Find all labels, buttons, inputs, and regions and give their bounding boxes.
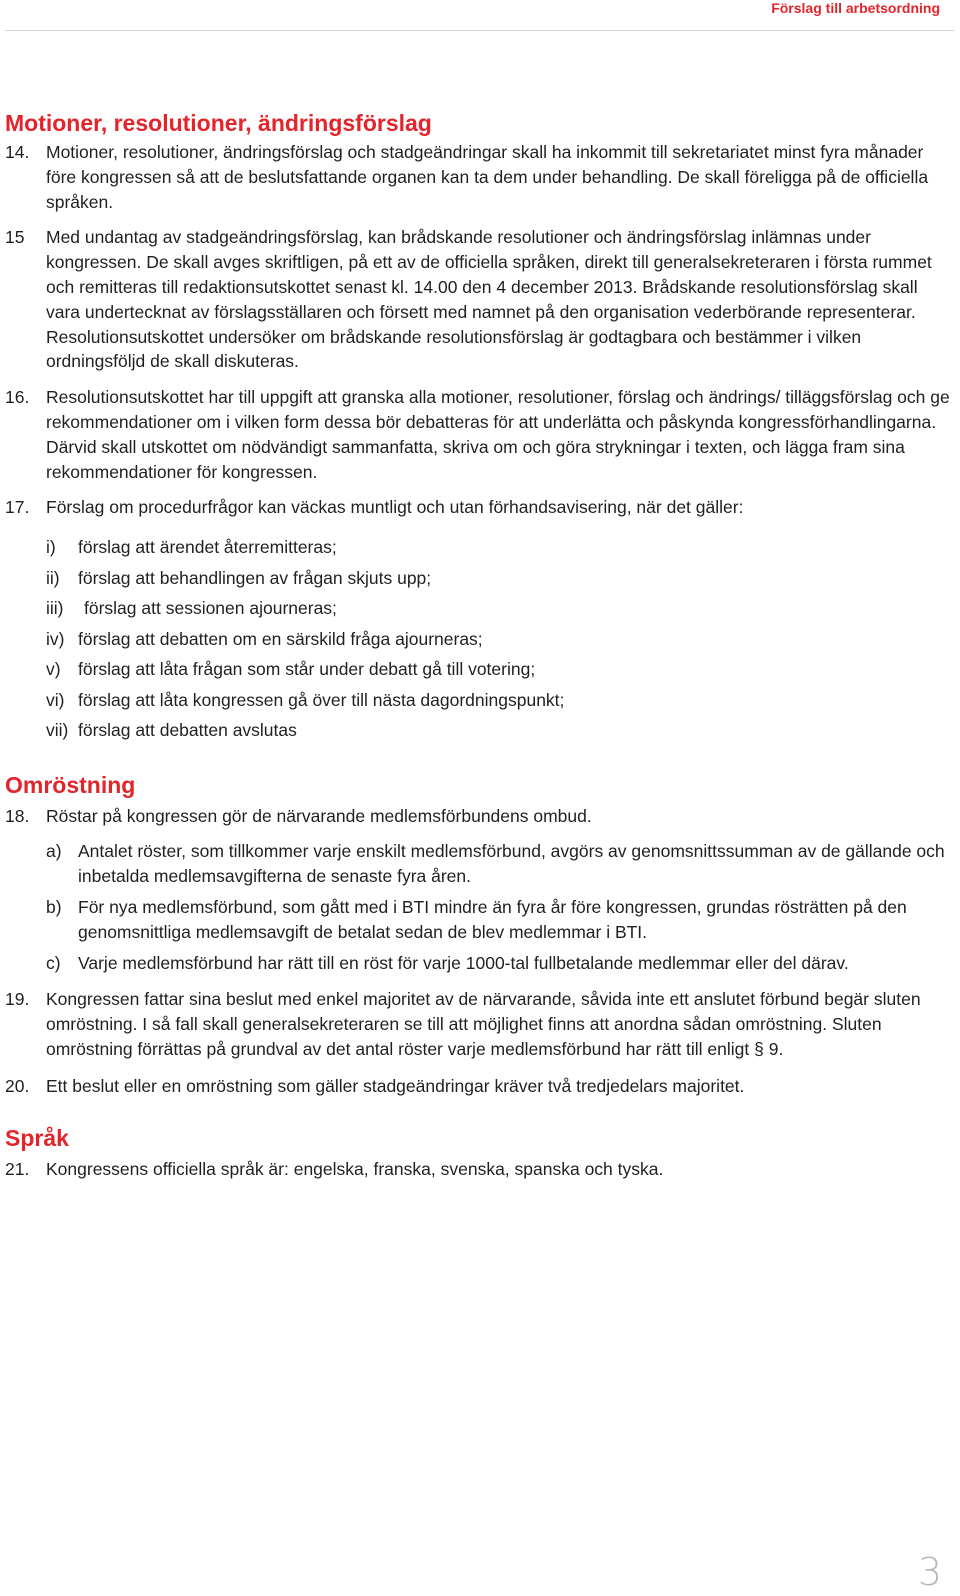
list-item-label: c) bbox=[46, 952, 61, 973]
list-item-label: v) bbox=[46, 659, 61, 680]
section-title-motioner: Motioner, resolutioner, ändringsförslag bbox=[5, 110, 432, 136]
list-item-text: förslag att ärendet återremitteras; bbox=[78, 537, 337, 558]
list-item bbox=[5, 532, 950, 563]
list-item-text: För nya medlemsförbund, som gått med i BTI mindre än fyra år före kongressen, grundas rösträtten på den genomsnittliga medlemsavgift de betalat sedan de blev medlemmar i BTI. bbox=[78, 897, 907, 942]
paragraph-text: Röstar på kongressen gör de närvarande medlemsförbundens ombud. bbox=[46, 805, 592, 826]
section-title-sprak: Språk bbox=[5, 1124, 69, 1151]
paragraph-number: 16. bbox=[5, 387, 30, 408]
list-item-label: iii) bbox=[46, 598, 64, 619]
paragraph-text: Motioner, resolutioner, ändringsförslag och stadgeändringar skall ha inkommit till sekretariatet minst fyra månader före kongressen så att de beslutsfattande organen kan ta dem under behandling. De skall föreligga på de officiella språken. bbox=[46, 142, 929, 212]
paragraph-number: 21. bbox=[5, 1158, 30, 1179]
list-item-text: förslag att debatten avslutas bbox=[78, 720, 297, 741]
list-item-label: b) bbox=[46, 897, 62, 918]
paragraph-text: Kongressens officiella språk är: engelska, franska, svenska, spanska och tyska. bbox=[46, 1158, 664, 1179]
list-item bbox=[5, 951, 950, 976]
list-item bbox=[5, 839, 950, 889]
paragraph-18 bbox=[5, 804, 950, 829]
paragraph-17 bbox=[5, 495, 950, 520]
list-item bbox=[5, 563, 950, 594]
list-item bbox=[5, 593, 950, 624]
paragraph-text: Ett beslut eller en omröstning som gäller stadgeändringar kräver två tredjedelars majoritet. bbox=[46, 1075, 745, 1096]
header-divider bbox=[5, 30, 954, 31]
document-body bbox=[5, 106, 950, 1181]
list-item bbox=[5, 685, 950, 716]
list-item bbox=[5, 624, 950, 655]
procedure-list bbox=[5, 532, 950, 746]
paragraph-19 bbox=[5, 987, 950, 1061]
list-item-label: i) bbox=[46, 537, 56, 558]
paragraph-number: 14. bbox=[5, 142, 30, 162]
paragraph-20 bbox=[5, 1074, 950, 1099]
paragraph-15 bbox=[5, 225, 950, 374]
section-title-omrostning: Omröstning bbox=[5, 771, 136, 798]
list-item-text: förslag att sessionen ajourneras; bbox=[84, 598, 337, 619]
list-item bbox=[5, 654, 950, 685]
running-header: Förslag till arbetsordning bbox=[771, 0, 940, 16]
list-item bbox=[5, 715, 950, 746]
list-item-label: a) bbox=[46, 841, 62, 862]
paragraph-14 bbox=[5, 140, 950, 214]
list-item-label: iv) bbox=[46, 628, 65, 649]
paragraph-number: 18. bbox=[5, 805, 30, 826]
list-item-text: förslag att behandlingen av frågan skjuts upp; bbox=[78, 567, 432, 588]
list-item-label: vi) bbox=[46, 689, 65, 710]
paragraph-number: 20. bbox=[5, 1075, 30, 1096]
list-item-text: förslag att debatten om en särskild fråga ajourneras; bbox=[78, 628, 483, 649]
paragraph-21 bbox=[5, 1157, 950, 1182]
paragraph-text: Resolutionsutskottet har till uppgift att granska alla motioner, resolutioner, förslag och ändrings/ tilläggsförslag och ge rekommendationer om i vilken form dessa bör debatteras för att underlätta och påskynda kongressförhandlingarna. Därvid skall utskottet om nödvändigt sammanfatta, skriva om och göra strykningar i texten, och lägga fram sina rekommendationer för kongressen. bbox=[46, 387, 950, 482]
paragraph-number: 17. bbox=[5, 497, 30, 518]
list-item-text: förslag att låta kongressen gå över till nästa dagordningspunkt; bbox=[78, 689, 565, 710]
paragraph-number: 15 bbox=[5, 227, 25, 248]
list-item-text: Antalet röster, som tillkommer varje enskilt medlemsförbund, avgörs av genomsnittssumman av de gällande och inbetalda medlemsavgifterna de senaste fyra åren. bbox=[78, 841, 945, 887]
paragraph-16 bbox=[5, 385, 950, 484]
paragraph-number: 19. bbox=[5, 989, 30, 1010]
paragraph-text: Förslag om procedurfrågor kan väckas muntligt och utan förhandsavisering, när det gäller: bbox=[46, 497, 744, 518]
paragraph-text: Kongressen fattar sina beslut med enkel majoritet av de närvarande, såvida inte ett anslutet förbund begär sluten omröstning. I så fall skall generalsekreteraren se till att möjlighet finns att anordna sådan omröstning. Sluten omröstning förrättas på grundval av det antal röster varje medlemsförbund har rätt till enligt § 9. bbox=[46, 989, 921, 1060]
list-item-label: ii) bbox=[46, 567, 60, 588]
list-item-label: vii) bbox=[46, 720, 69, 741]
page-number: 3 bbox=[917, 1550, 942, 1594]
list-item-text: Varje medlemsförbund har rätt till en röst för varje 1000-tal fullbetalande medlemmar eller del därav. bbox=[78, 952, 849, 973]
list-item bbox=[5, 895, 950, 945]
paragraph-text: Med undantag av stadgeändringsförslag, kan brådskande resolutioner och ändringsförslag inlämnas under kongressen. De skall avges skriftligen, på ett av de officiella språken, direkt till generalsekreteraren i första rummet och remitteras till redaktionsutskottet senast kl. 14.00 den 4 december 2013. Brådskande resolutionsförslag skall vara undertecknat av förslagsställaren och försett med namnet på den organisation vederbörande representerar. Resolutionsutskottet undersöker om brådskande resolutionsförslag är godtagbara och bestämmer i vilken ordningsföljd de skall diskuteras. bbox=[46, 227, 932, 372]
list-item-text: förslag att låta frågan som står under debatt gå till votering; bbox=[78, 659, 536, 680]
